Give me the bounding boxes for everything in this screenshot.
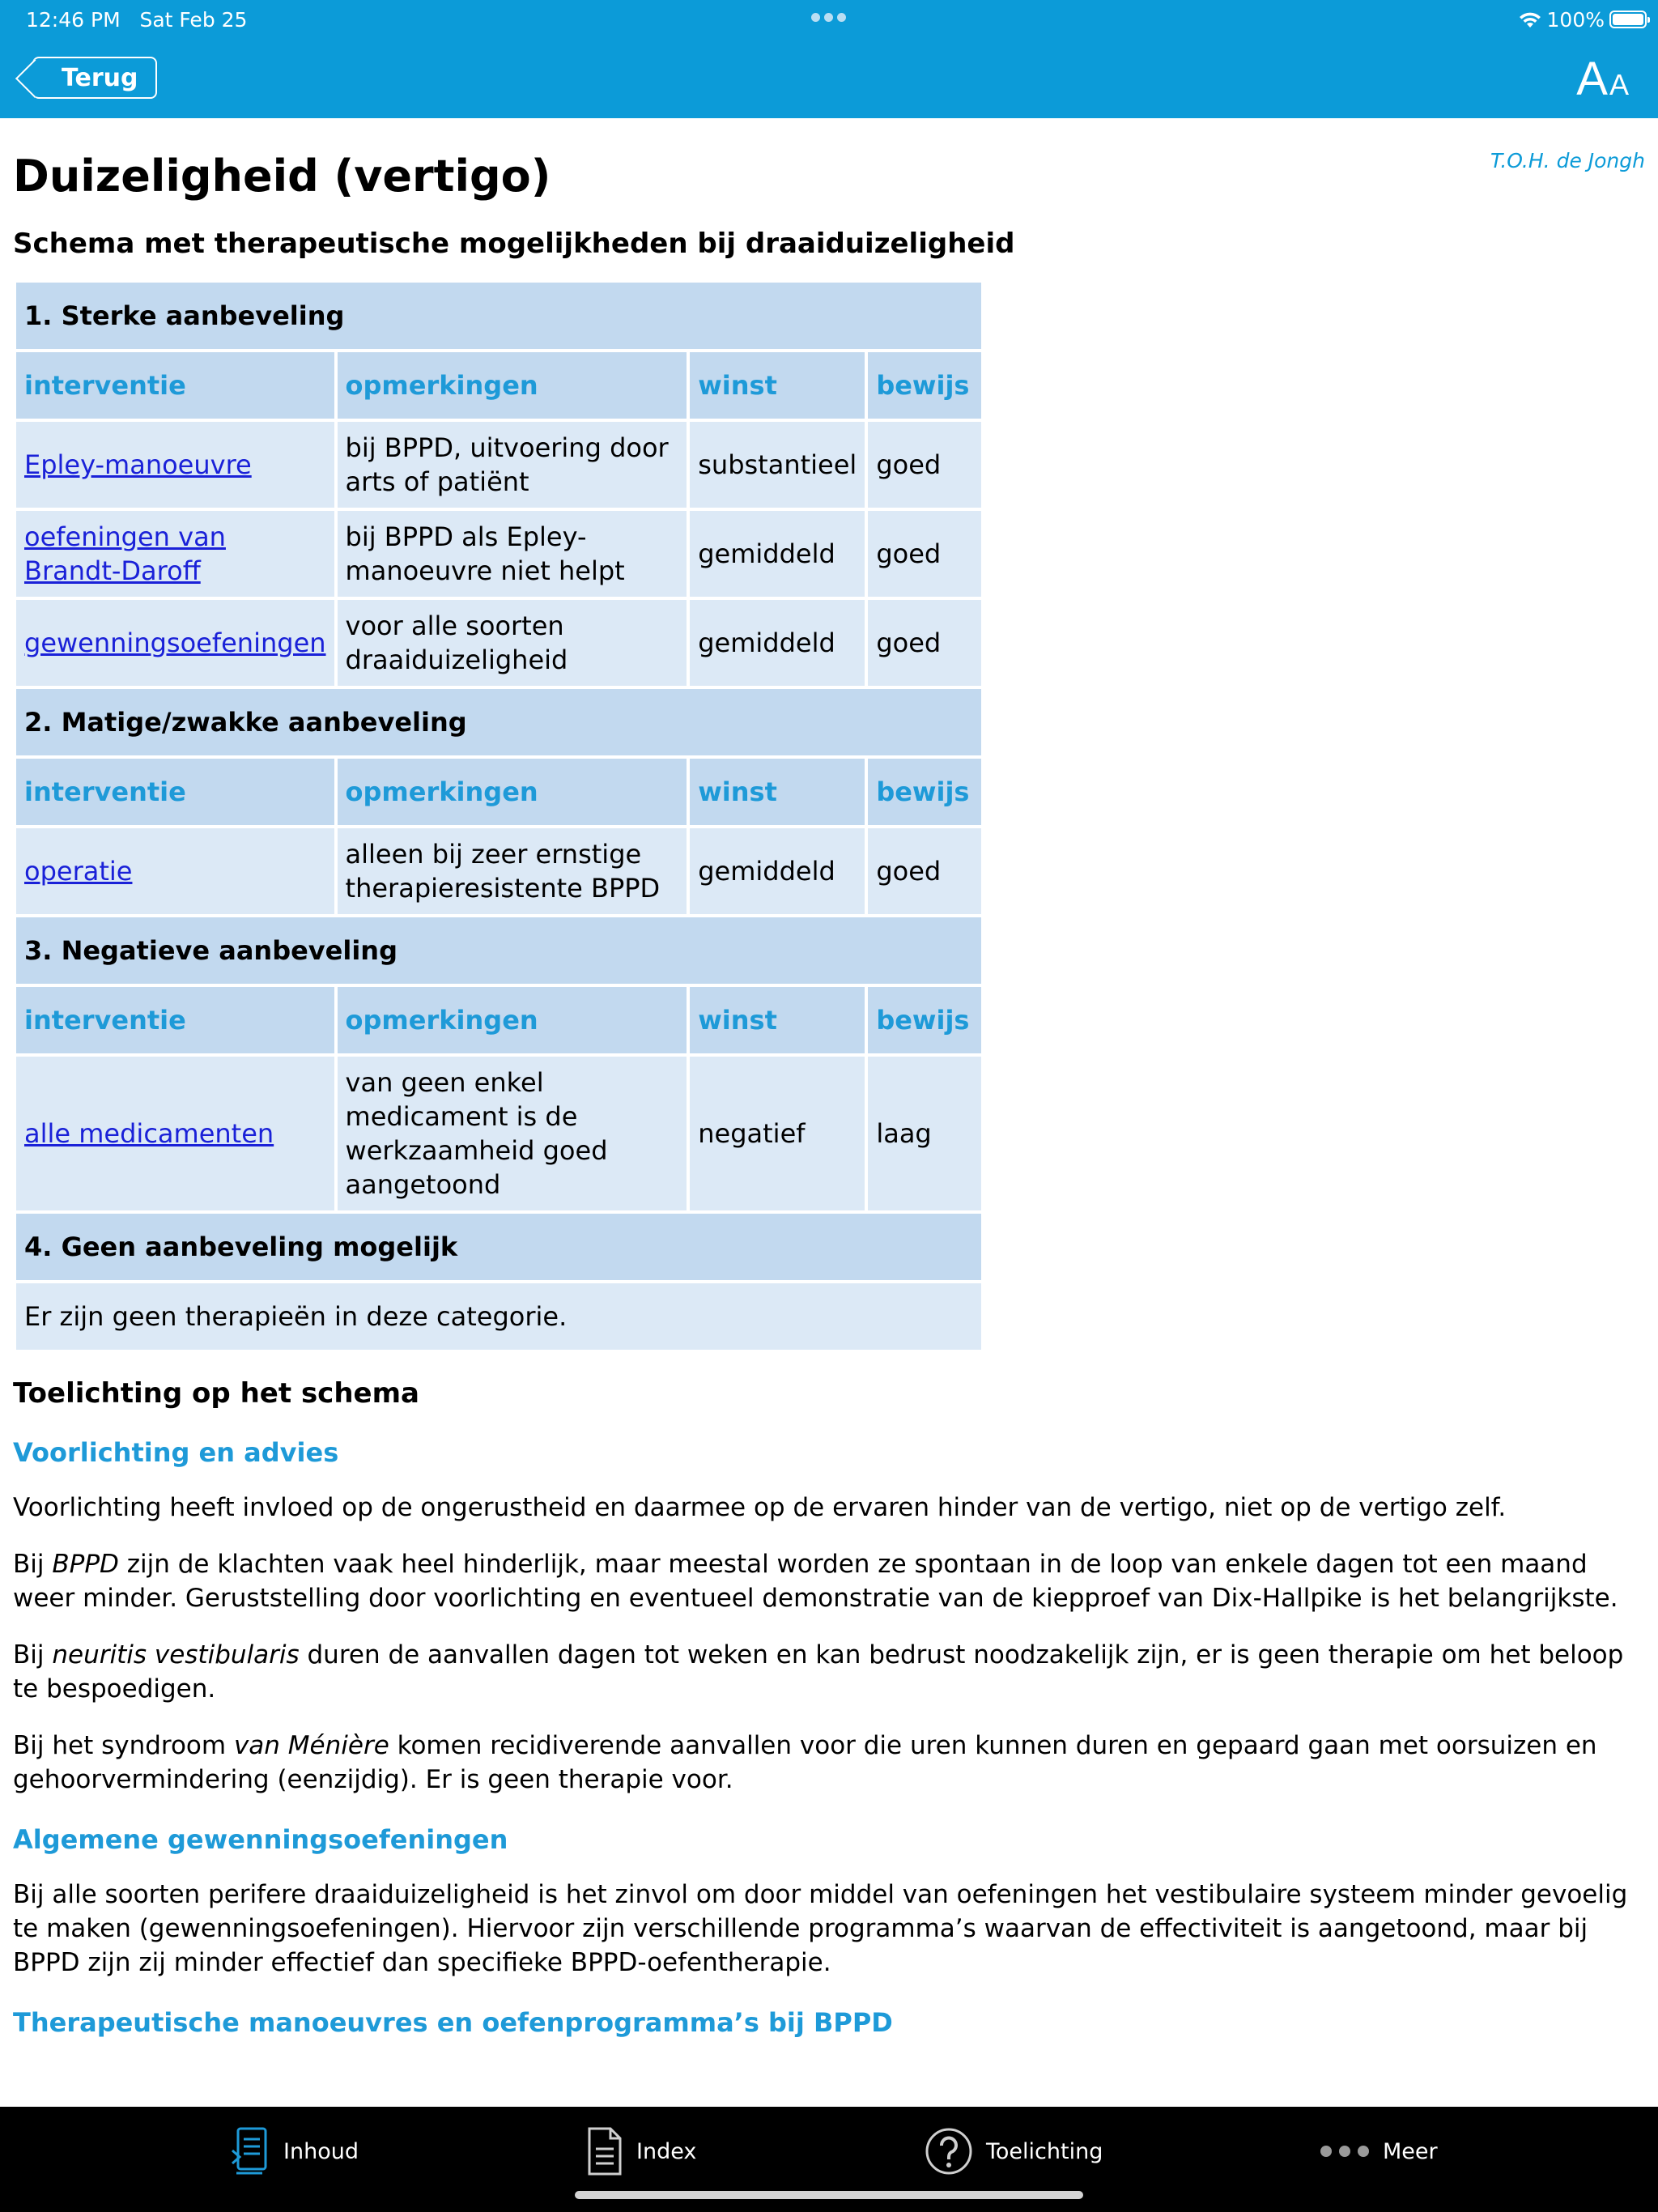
cell-remarks: voor alle soorten draaiduizeligheid xyxy=(338,600,687,686)
more-dots-icon xyxy=(1320,2143,1370,2159)
status-bar-right xyxy=(1518,8,1605,32)
column-header-row xyxy=(16,759,981,825)
table-of-contents-icon xyxy=(230,2126,270,2176)
column-header-opmerkingen: opmerkingen xyxy=(338,987,687,1053)
tab-toelichting[interactable] xyxy=(925,2123,1103,2180)
back-button[interactable] xyxy=(32,57,157,99)
status-bar-time xyxy=(26,8,247,32)
cell-remarks: van geen enkel medicament is de werkzaamheid goed aangetoond xyxy=(338,1057,687,1210)
category-title: 1. Sterke aanbeveling xyxy=(16,283,981,349)
paragraph: Bij neuritis vestibularis duren de aanvallen dagen tot weken en kan bedrust noodzakelijk zijn, er is geen therapie om het beloop te bespoedigen. xyxy=(13,1640,1624,1704)
tab-inhoud[interactable] xyxy=(230,2123,359,2180)
column-header-winst: winst xyxy=(690,352,865,419)
section-heading-gewenning: Algemene gewenningsoefeningen xyxy=(13,1823,508,1855)
intervention-link[interactable]: gewenningsoefeningen xyxy=(24,627,326,658)
cell-evidence: goed xyxy=(868,422,981,508)
schema-subtitle: Schema met therapeutische mogelijkheden bij draaiduizeligheid xyxy=(13,227,1015,260)
category-note: Er zijn geen therapieën in deze categorie. xyxy=(16,1283,981,1350)
status-time: 12:46 PM xyxy=(26,8,121,32)
column-header-winst: winst xyxy=(690,987,865,1053)
wifi-icon xyxy=(1518,11,1542,29)
category-title: 3. Negatieve aanbeveling xyxy=(16,917,981,984)
section-heading-bppd: Therapeutische manoeuvres en oefenprogramma’s bij BPPD xyxy=(13,2006,893,2038)
cell-remarks: alleen bij zeer ernstige therapieresistente BPPD xyxy=(338,828,687,914)
font-size-large-a: A xyxy=(1576,53,1608,105)
top-navigation-bar xyxy=(0,0,1658,118)
category-title: 4. Geen aanbeveling mogelijk xyxy=(16,1214,981,1280)
tab-meer[interactable] xyxy=(1320,2123,1438,2180)
intervention-link[interactable]: oefeningen van Brandt-Daroff xyxy=(24,521,226,586)
table-row xyxy=(16,511,981,597)
intervention-link[interactable]: alle medicamenten xyxy=(24,1117,274,1149)
tab-toelichting-label: Toelichting xyxy=(986,2138,1103,2164)
paragraph: Bij BPPD zijn de klachten vaak heel hinderlijk, maar meestal worden ze spontaan in de loop van enkele dagen tot een maand weer minder. Geruststelling door voorlichting en eventueel demonstratie van de kiepproef van Dix-Hallpike is het belangrijkste. xyxy=(13,1549,1618,1613)
cell-evidence: goed xyxy=(868,828,981,914)
intervention-link[interactable]: Epley-manoeuvre xyxy=(24,449,252,480)
column-header-row xyxy=(16,352,981,419)
column-header-bewijs: bewijs xyxy=(868,987,981,1053)
column-header-row xyxy=(16,987,981,1053)
category-row xyxy=(16,1214,981,1280)
table-row xyxy=(16,1057,981,1210)
paragraph: Voorlichting heeft invloed op de ongerustheid en daarmee op de ervaren hinder van de vertigo, niet op de vertigo zelf. xyxy=(13,1492,1507,1522)
therapy-table xyxy=(13,279,984,1353)
tab-meer-label: Meer xyxy=(1383,2138,1438,2164)
cell-evidence: goed xyxy=(868,511,981,597)
tab-index-label: Index xyxy=(636,2138,697,2164)
cell-gain: substantieel xyxy=(690,422,865,508)
table-row xyxy=(16,600,981,686)
tab-index[interactable] xyxy=(586,2123,696,2180)
cell-evidence: goed xyxy=(868,600,981,686)
section-heading-voorlichting: Voorlichting en advies xyxy=(13,1436,339,1468)
cell-gain: negatief xyxy=(690,1057,865,1210)
explanation-title: Toelichting op het schema xyxy=(13,1376,419,1410)
table-row xyxy=(16,1283,981,1350)
help-question-icon xyxy=(925,2127,973,2176)
cell-evidence: laag xyxy=(868,1057,981,1210)
column-header-winst: winst xyxy=(690,759,865,825)
index-document-icon xyxy=(586,2126,623,2176)
cell-remarks: bij BPPD, uitvoering door arts of patiënt xyxy=(338,422,687,508)
font-size-button[interactable] xyxy=(1576,52,1629,106)
category-row xyxy=(16,917,981,984)
column-header-interventie: interventie xyxy=(16,987,334,1053)
author-name: T.O.H. de Jongh xyxy=(1490,149,1645,172)
column-header-interventie: interventie xyxy=(16,352,334,419)
column-header-interventie: interventie xyxy=(16,759,334,825)
cell-remarks: bij BPPD als Epley-manoeuvre niet helpt xyxy=(338,511,687,597)
column-header-bewijs: bewijs xyxy=(868,759,981,825)
multitasking-dots-icon[interactable] xyxy=(811,13,847,23)
article-content[interactable] xyxy=(0,118,1658,2107)
category-title: 2. Matige/zwakke aanbeveling xyxy=(16,689,981,755)
column-header-opmerkingen: opmerkingen xyxy=(338,352,687,419)
column-header-bewijs: bewijs xyxy=(868,352,981,419)
cell-gain: gemiddeld xyxy=(690,828,865,914)
cell-gain: gemiddeld xyxy=(690,600,865,686)
page-title: Duizeligheid (vertigo) xyxy=(13,151,551,202)
font-size-small-a: A xyxy=(1609,68,1629,101)
status-date: Sat Feb 25 xyxy=(139,8,248,32)
intervention-link[interactable]: operatie xyxy=(24,855,133,887)
cell-gain: gemiddeld xyxy=(690,511,865,597)
table-row xyxy=(16,422,981,508)
battery-icon xyxy=(1609,11,1647,28)
paragraph: Bij het syndroom van Ménière komen recidiverende aanvallen voor die uren kunnen duren en gepaard gaan met oorsuizen en gehoorvermindering (eenzijdig). Er is geen therapie voor. xyxy=(13,1730,1597,1794)
battery-percentage: 100% xyxy=(1546,8,1605,32)
tab-inhoud-label: Inhoud xyxy=(283,2138,359,2164)
table-row xyxy=(16,828,981,914)
category-row xyxy=(16,689,981,755)
paragraph: Bij alle soorten perifere draaiduizeligheid is het zinvol om door middel van oefeningen het vestibulaire systeem minder gevoelig te maken (gewenningsoefeningen). Hiervoor zijn verschillende programma’s waarvan de effectiviteit is aangetoond, maar bij BPPD zijn zij minder effectief dan specifieke BPPD-oefentherapie. xyxy=(13,1879,1628,1977)
home-indicator[interactable] xyxy=(575,2191,1083,2199)
category-row xyxy=(16,283,981,349)
back-button-label: Terug xyxy=(62,63,138,92)
column-header-opmerkingen: opmerkingen xyxy=(338,759,687,825)
